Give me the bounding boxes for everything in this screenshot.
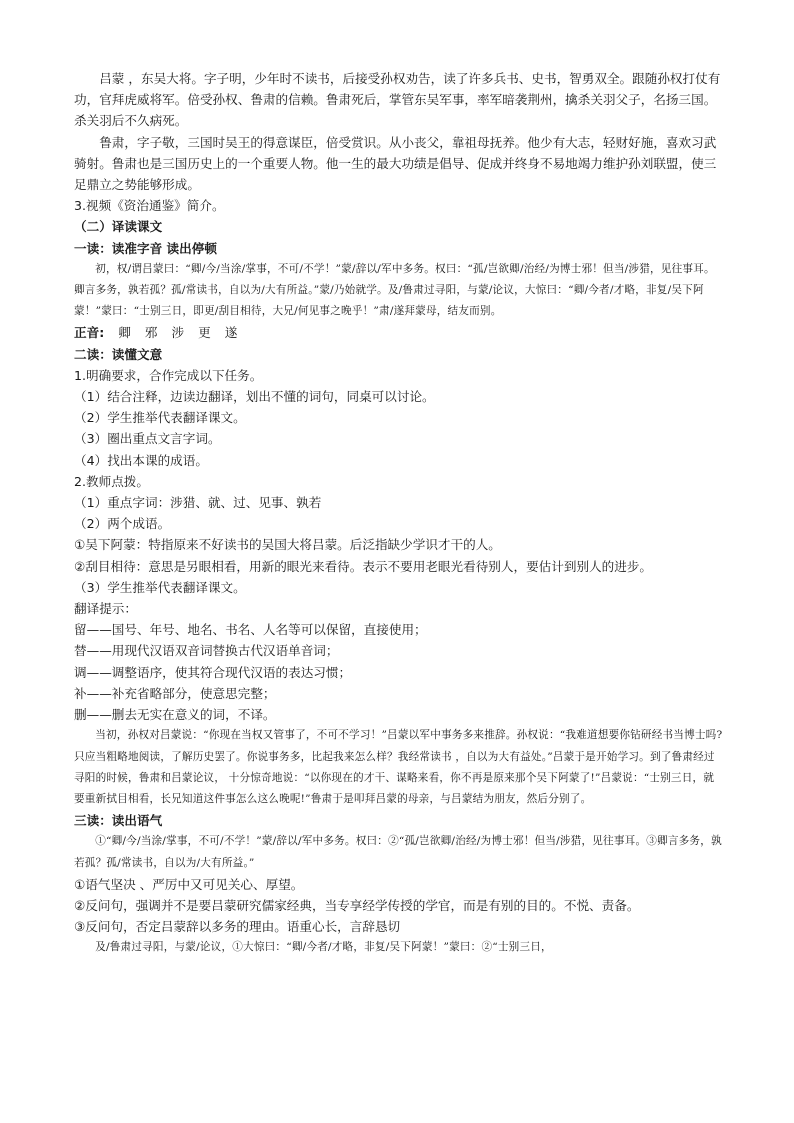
read2-title: 二读：读懂文意 [74, 346, 163, 362]
list-item: （1）重点字词：涉猎、就、过、见事、孰若 [74, 495, 322, 511]
pron-char: 邪 [144, 325, 158, 341]
tip-item: 替——用现代汉语双音词替换古代汉语单音词； [74, 643, 339, 659]
list-item: （3）学生推举代表翻译课文。 [74, 579, 246, 595]
list-item: ②刮目相待：意思是另眼相看，用新的眼光来看待。表示不要用老眼光看待别人，要估计到别人的进步。 [74, 558, 653, 574]
pronunciation-row [74, 322, 724, 343]
read1-title: 一读：读准字音 读出停顿 [74, 240, 217, 256]
tone-note: ③反问句，否定吕蒙辞以多务的理由。语重心长，言辞恳切 [74, 919, 401, 935]
list-item: （1）结合注释，边读边翻译，划出不懂的词句，同桌可以讨论。 [74, 389, 435, 405]
list-item: （2）学生推举代表翻译课文。 [74, 410, 246, 426]
tip-item: 删——删去无实在意义的词，不译。 [74, 707, 276, 723]
tip-item: 留——国号、年号、地名、书名、人名等可以保留，直接使用； [74, 622, 427, 638]
read3-title: 三读：读出语气 [74, 813, 163, 829]
read2-list [74, 365, 724, 598]
read3-text-2: 及/鲁肃过寻阳，与蒙/论议，①大惊曰：“卿/今者/才略，非复/吴下阿蒙！”蒙曰：②“士别三日， [95, 941, 552, 954]
list-item: 1.明确要求，合作完成以下任务。 [74, 367, 263, 383]
tip-item: 调——调整语序，使其符合现代汉语的表达习惯； [74, 664, 352, 680]
pronunciation-label: 正音: [74, 325, 105, 341]
intro-video: 3.视频《资治通鉴》简介。 [74, 198, 225, 214]
list-item: （4）找出本课的成语。 [74, 452, 208, 468]
document-content [74, 68, 724, 959]
read1-text: 初，权/谓吕蒙曰：“卿/今/当涂/掌事，不可/不学！”蒙/辞以/军中多务。权曰：“孤/岂欲卿/治经/为博士邪！但当/涉猎，见往事耳。卿言多务，孰若孤？孤/常读书，自以为/大有所益。”蒙/乃始就学。及/鲁肃过寻阳，与蒙/论议，大惊曰：“卿/今者/才略，非复/吴下阿蒙！”蒙曰：“士别三日，即更/刮目相待，大兄/何见事之晚乎！”肃/遂拜蒙母，结友而别。 [74, 262, 715, 318]
read3-text-1: ①“卿/今/当涂/掌事，不可/不学！”蒙/辞以/军中多务。权曰：②“孤/岂欲卿/治经/为博士邪！但当/涉猎，见往事耳。③卿言多务，孰若孤？孤/常读书，自以为/大有所益。” [74, 835, 722, 869]
list-item: （3）圈出重点文言字词。 [74, 431, 221, 447]
pron-char: 卿 [118, 325, 131, 341]
modern-translation: 当初，孙权对吕蒙说：“你现在当权又管事了，不可不学习！”吕蒙以军中事务多来推辞。孙权说：“我难道想要你钻研经书当博士吗?只应当粗略地阅读，了解历史罢了。你说事务多，比起我来怎么样？我经常读书 ，自以为大有益处。”吕蒙于是开始学习。到了鲁肃经过寻阳的时候，鲁肃和吕蒙论议， 十分惊奇地说：“以你现在的才干、谋略来看，你不再是原来那个吴下阿蒙了!”吕蒙说：“士别三日，就要重新拭目相看，长兄知道这件事怎么这么晚呢!”鲁肃于是叩拜吕蒙的母亲，与吕蒙结为朋友，然后分别了。 [74, 729, 723, 805]
pron-char: 遂 [224, 325, 238, 341]
list-item: 2.教师点拨。 [74, 473, 149, 489]
section-title-translate: （二）译读课文 [74, 219, 163, 235]
tone-note: ①语气坚决 、严厉中又可见关心、厚望。 [74, 876, 304, 892]
intro-lusu: 鲁肃，字子敬，三国时吴王的得意谋臣，倍受赏识。从小丧父，靠祖母抚养。他少有大志，轻财好施，喜欢习武骑射。鲁肃也是三国历史上的一个重要人物。他一生的最大功绩是倡导、促成并终身不易地竭力维护孙刘联盟，使三足鼎立之势能够形成。 [74, 134, 717, 193]
tip-item: 补——补充省略部分，使意思完整； [74, 685, 276, 701]
translation-tips [74, 619, 724, 725]
list-item: （2）两个成语。 [74, 516, 171, 532]
pron-char: 涉 [171, 325, 185, 341]
intro-lumeng: 吕蒙 ，东吴大将。字子明，少年时不读书，后接受孙权劝告，读了许多兵书、史书，智勇双全。跟随孙权打仗有功，官拜虎威将军。倍受孙权、鲁肃的信赖。鲁肃死后，掌管东吴军事，率军暗袭荆州，擒杀关羽父子，名扬三国。杀关羽后不久病死。 [74, 71, 721, 129]
tone-note: ②反问句，强调并不是要吕蒙研究儒家经典，当专享经学传授的学官，而是有别的目的。不悦、责备。 [74, 897, 640, 913]
list-item: ①吴下阿蒙：特指原来不好读书的吴国大将吕蒙。后泛指缺少学识才干的人。 [74, 537, 501, 553]
pron-char: 更 [198, 325, 211, 341]
translation-tips-label: 翻译提示： [74, 601, 137, 617]
